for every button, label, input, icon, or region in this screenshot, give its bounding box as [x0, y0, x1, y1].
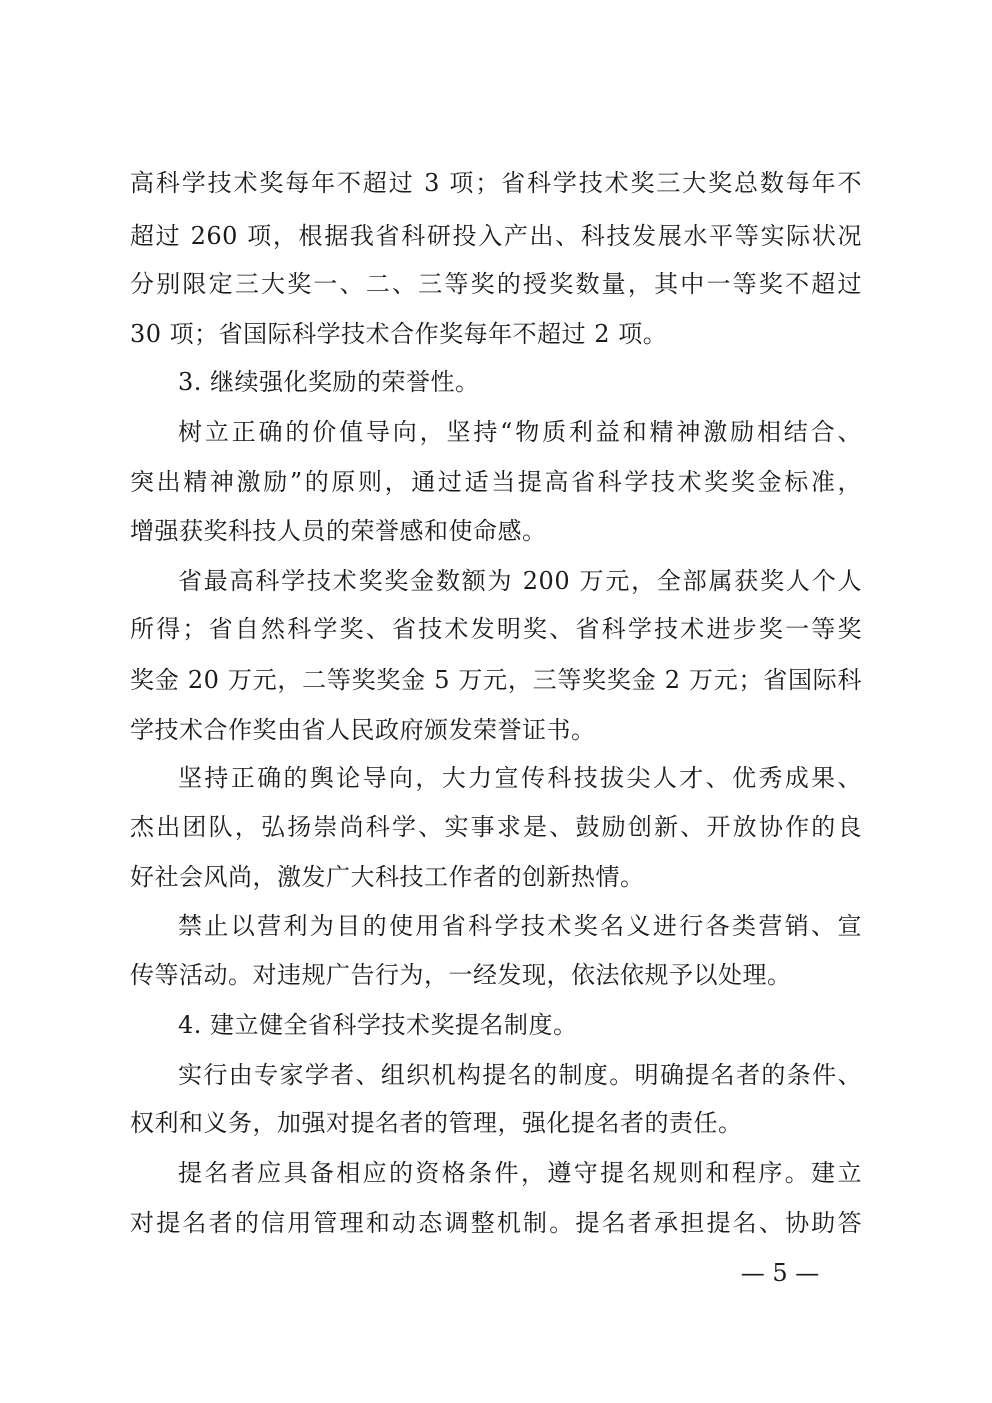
text-line: 分别限定三大奖一、二、三等奖的授奖数量，其中一等奖不超过 — [130, 270, 862, 298]
text-line: 高科学技术奖每年不超过 3 项；省科学技术奖三大奖总数每年不 — [130, 169, 862, 197]
text-line: 学技术合作奖由省人民政府颁发荣誉证书。 — [130, 716, 596, 744]
text-line: 奖金 20 万元，二等奖奖金 5 万元，三等奖奖金 2 万元；省国际科 — [130, 666, 862, 694]
text-line: 禁止以营利为目的使用省科学技术奖名义进行各类营销、宣 — [178, 912, 862, 940]
text-line: 对提名者的信用管理和动态调整机制。提名者承担提名、协助答 — [130, 1209, 862, 1237]
text-line: 所得；省自然科学奖、省技术发明奖、省科学技术进步奖一等奖 — [130, 615, 862, 643]
text-line: 超过 260 项，根据我省科研投入产出、科技发展水平等实际状况 — [130, 222, 862, 250]
text-line: 权利和义务，加强对提名者的管理，强化提名者的责任。 — [130, 1109, 743, 1137]
text-line: 省最高科学技术奖奖金数额为 200 万元，全部属获奖人个人 — [178, 567, 862, 595]
text-line: 30 项；省国际科学技术合作奖每年不超过 2 项。 — [130, 320, 668, 348]
text-line: 传等活动。对违规广告行为，一经发现，依法依规予以处理。 — [130, 961, 792, 989]
page-number: — 5 — — [740, 1259, 820, 1287]
text-line: 实行由专家学者、组织机构提名的制度。明确提名者的条件、 — [178, 1061, 862, 1089]
section-heading: 4. 建立健全省科学技术奖提名制度。 — [178, 1011, 578, 1039]
text-line: 好社会风尚，激发广大科技工作者的创新热情。 — [130, 863, 645, 891]
text-line: 坚持正确的舆论导向，大力宣传科技拔尖人才、优秀成果、 — [178, 764, 862, 792]
text-line: 提名者应具备相应的资格条件，遵守提名规则和程序。建立 — [178, 1159, 862, 1187]
text-line: 突出精神激励”的原则，通过适当提高省科学技术奖奖金标准， — [130, 468, 862, 496]
section-heading: 3. 继续强化奖励的荣誉性。 — [178, 368, 480, 396]
text-line: 树立正确的价值导向，坚持“物质利益和精神激励相结合、 — [178, 418, 862, 446]
text-line: 增强获奖科技人员的荣誉感和使命感。 — [130, 517, 547, 545]
text-line: 杰出团队，弘扬崇尚科学、实事求是、鼓励创新、开放协作的良 — [130, 813, 862, 841]
